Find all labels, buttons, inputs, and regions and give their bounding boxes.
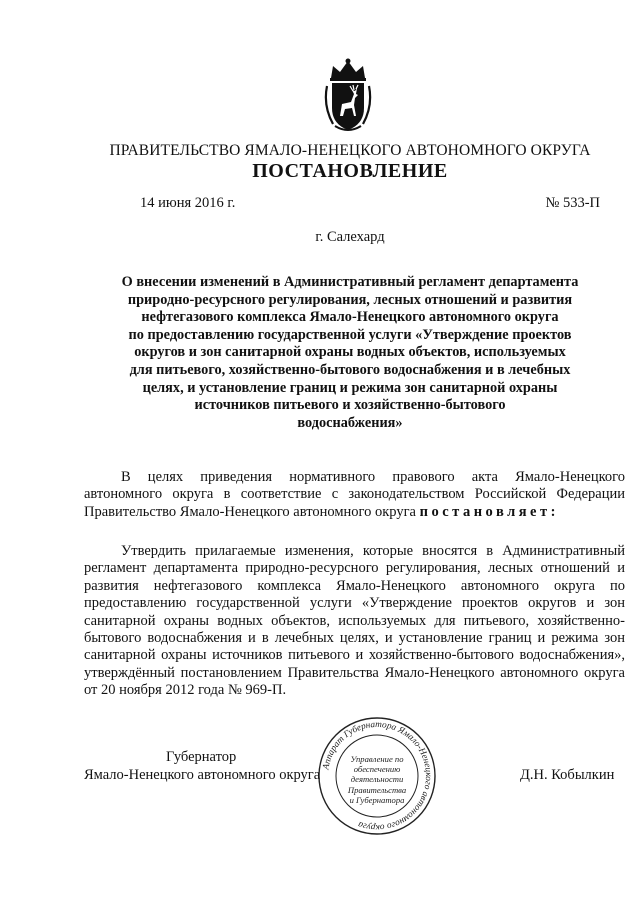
government-name: ПРАВИТЕЛЬСТВО ЯМАЛО-НЕНЕЦКОГО АВТОНОМНОГО ОКРУГА [109,142,591,159]
title-line: для питьевого, хозяйственно-бытового водоснабжения и в лечебных [129,361,571,378]
document-date: 14 июня 2016 г. [140,195,236,211]
stamp-line: обеспечению [353,764,401,775]
title-line: округов и зон санитарной охраны водных объектов, используемых [134,344,566,361]
document-number: № 533-П [545,195,600,211]
stamp-line: Правительства [347,784,407,795]
city: г. Салехард [315,229,385,245]
preamble-paragraph [84,469,625,521]
stamp-line: Управление по [350,754,404,764]
resolves-word: постановляет: [419,503,559,520]
signer-position-line1: Губернатор [166,749,237,765]
decision-paragraph: Утвердить прилагаемые изменения, которые вносятся в Административный регламент департамента природно-ресурсного регулирования, лесных отношений и развития нефтегазового комплекса Ямало-Ненецкого автономного округа по предоставлению государственной услуги «Утверждение проектов округов и зон санитарной охраны водных объектов, используемых для питьевого, хозяйственно-бытового водоснабжения и в лечебных целях, и установление границ и режима зон санитарной охраны источников питьевого и хозяйственно-бытового водоснабжения», утверждённый постановлением Правительства Ямало-Ненецкого автономного округа от 20 ноября 2012 года № 969-П. [84,543,625,699]
document-type: ПОСТАНОВЛЕНИЕ [252,160,448,182]
title-line: источников питьевого и хозяйственно-бытового [194,397,506,414]
title-line: природно-ресурсного регулирования, лесных отношений и развития [127,291,573,308]
signer-position-line2: Ямало-Ненецкого автономного округа [84,767,321,783]
signer-name: Д.Н. Кобылкин [520,767,615,783]
svg-text:Аппарат Губернатора Ямало-Нене: Аппарат Губернатора Ямало-Ненецкого автономного округа [320,718,435,834]
stamp-line: деятельности [350,774,404,785]
stamp-line: и Губернатора [349,794,405,805]
title-line: нефтегазового комплекса Ямало-Ненецкого автономного округа [141,309,559,326]
title-line: целях, и установление границ и режима зон санитарной охраны [142,379,558,396]
title-line: О внесении изменений в Административный регламент департамента [121,274,579,290]
preamble-text: В целях приведения нормативного правового акта Ямало-Ненецкого автономного округа в соответствие с законодательством Российской Федерации Правительство Ямало-Ненецкого автономного округа [84,469,625,520]
document-title [100,274,600,432]
stamp-center-text [341,754,413,805]
title-line: по предоставлению государственной услуги «Утверждение проектов [128,326,572,343]
title-line: водоснабжения» [297,414,403,431]
coat-of-arms-icon [323,58,373,133]
